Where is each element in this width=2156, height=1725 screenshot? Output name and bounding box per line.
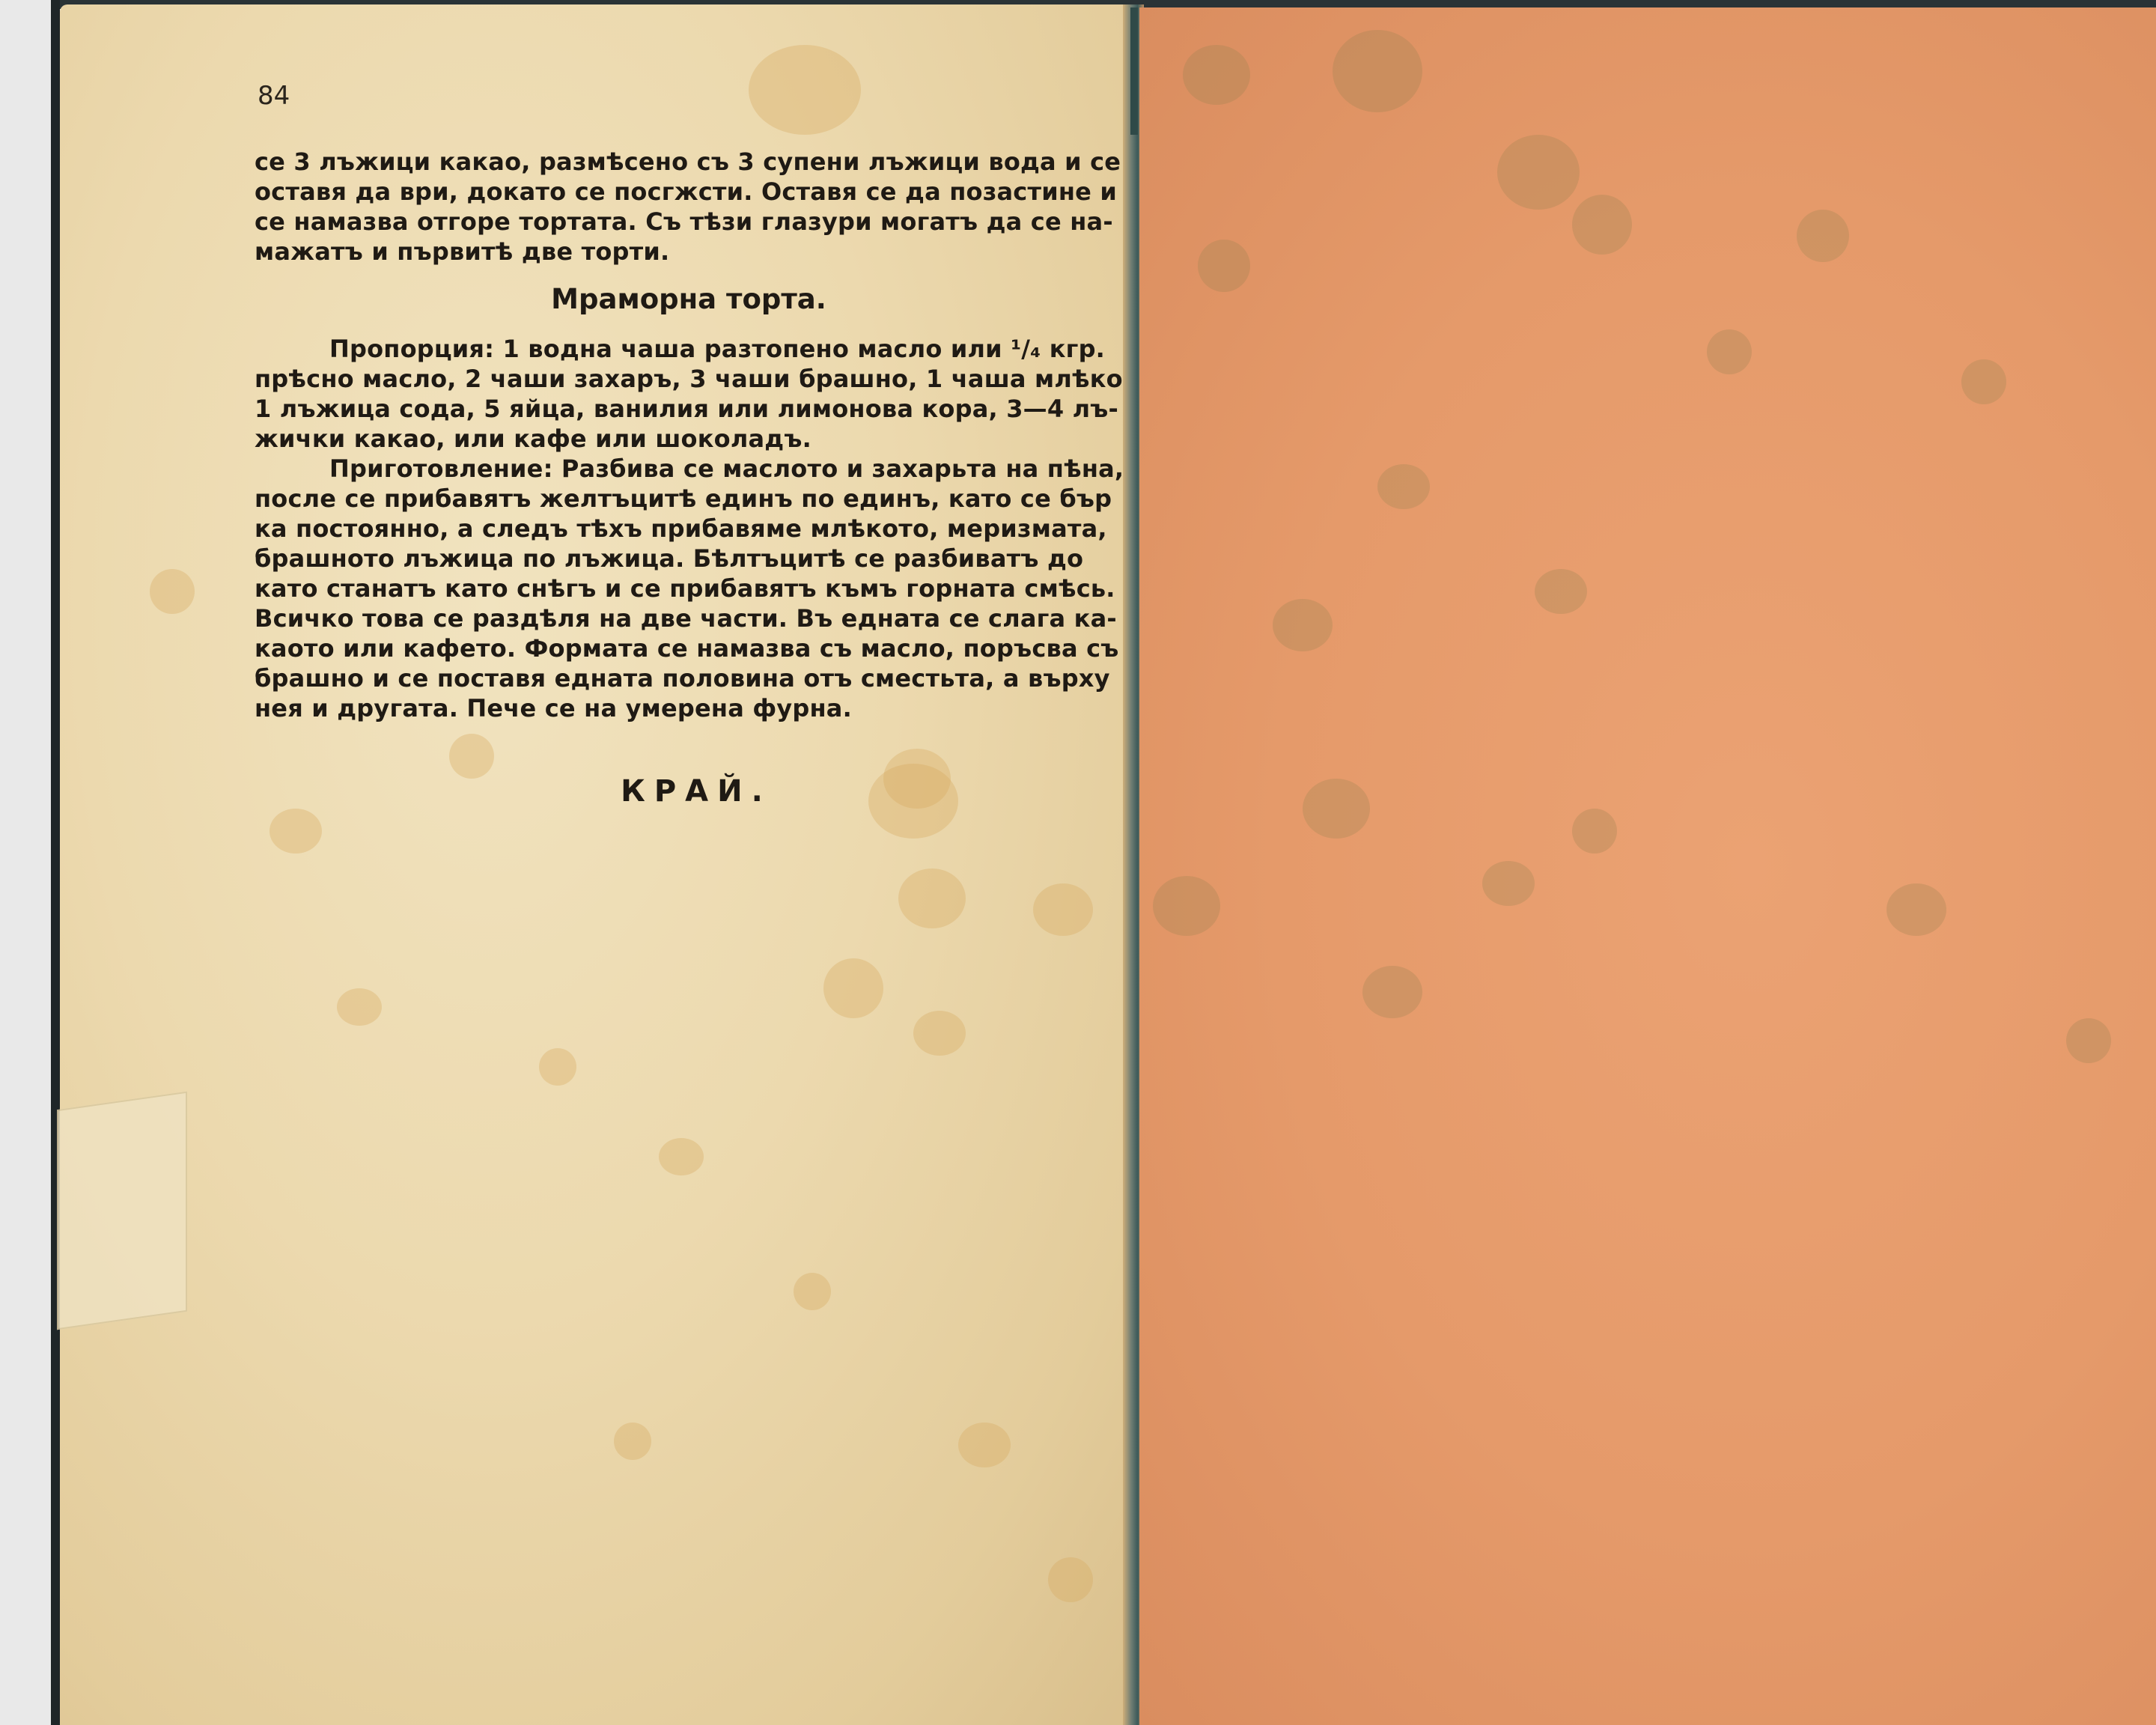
torn-paper-fragment bbox=[57, 1092, 187, 1330]
preparation-line: каото или кафето. Формата се намазва съ масло, поръсва съ bbox=[255, 634, 1119, 663]
book-cover-left-edge bbox=[51, 0, 60, 1725]
proportion-line: 1 лъжица сода, 5 яйца, ванилия или лимонова кора, 3—4 лъ- bbox=[255, 395, 1119, 423]
preparation-line: брашното лъжица по лъжица. Бѣлтъцитѣ се разбиватъ до bbox=[255, 544, 1084, 573]
preparation-line: после се прибавятъ желтъцитѣ единъ по единъ, като се бър bbox=[255, 484, 1112, 513]
preparation-line: брашно и се поставя едната половина отъ сместьта, а върху bbox=[255, 664, 1110, 693]
preparation-line: като станатъ като снѣгъ и се прибавятъ къмъ горната смѣсь. bbox=[255, 574, 1115, 603]
preparation-line: ка постоянно, а следъ тѣхъ прибавяме млѣкото, меризмата, bbox=[255, 514, 1107, 543]
intro-line: се намазва отгоре тортата. Съ тѣзи глазури могатъ да се на- bbox=[255, 207, 1113, 236]
spine-cloth-strip bbox=[1130, 7, 1138, 135]
proportion-line: жички какао, или кафе или шоколадъ. bbox=[255, 425, 811, 453]
preparation-line: Всичко това се раздѣля на две части. Въ едната се слага ка- bbox=[255, 604, 1117, 633]
preparation-line: Приготовление: Разбива се маслото и захарьта на пѣна, bbox=[329, 454, 1124, 483]
intro-line: се 3 лъжици какао, размѣсено съ 3 супени лъжици вода и се bbox=[255, 147, 1121, 176]
proportion-line: Пропорция: 1 водна чаша разтопено масло или ¹/₄ кгр. bbox=[329, 335, 1106, 363]
intro-line: мажатъ и първитѣ две торти. bbox=[255, 237, 670, 266]
proportion-line: прѣсно масло, 2 чаши захаръ, 3 чаши брашно, 1 чаша млѣко bbox=[255, 365, 1123, 393]
end-mark: КРАЙ. bbox=[621, 774, 772, 809]
right-endpaper bbox=[1139, 7, 2156, 1725]
page-number: 84 bbox=[258, 81, 290, 111]
recipe-title: Мраморна торта. bbox=[551, 283, 826, 315]
intro-line: оставя да ври, докато се посгжсти. Оставя се да позастине и bbox=[255, 177, 1118, 206]
preparation-line: нея и другата. Пече се на умерена фурна. bbox=[255, 694, 852, 722]
